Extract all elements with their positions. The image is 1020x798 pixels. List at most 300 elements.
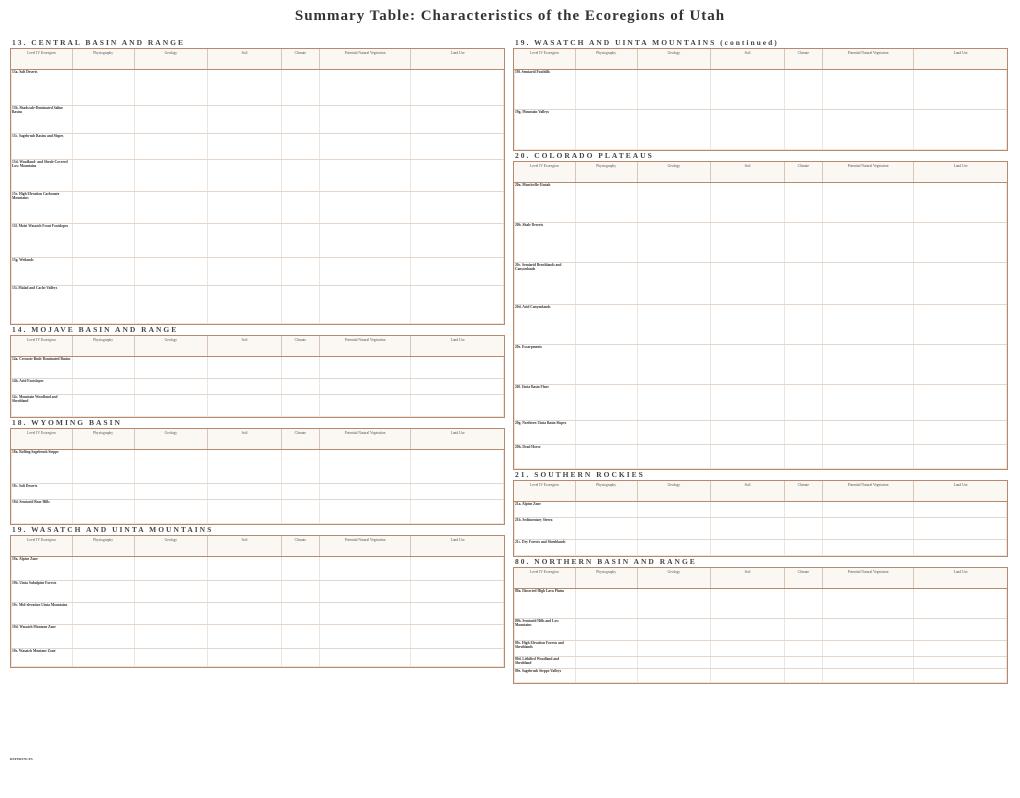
column-header: Soil bbox=[711, 481, 785, 501]
column-header: Potential Natural Vegetation bbox=[823, 162, 915, 182]
table-cell bbox=[576, 657, 638, 668]
table-cell bbox=[576, 641, 638, 656]
ecoregion-section bbox=[10, 325, 505, 418]
table-row bbox=[514, 669, 1007, 683]
table-cell bbox=[638, 385, 712, 420]
ecoregion-name: 18a. Rolling Sagebrush Steppe bbox=[11, 450, 73, 483]
table-cell bbox=[135, 450, 209, 483]
table-cell bbox=[576, 110, 638, 150]
table-row bbox=[11, 134, 504, 160]
table-cell bbox=[823, 263, 915, 304]
table-row bbox=[11, 581, 504, 603]
table-cell bbox=[73, 603, 135, 624]
table-cell bbox=[320, 603, 412, 624]
table-cell bbox=[135, 286, 209, 324]
table-cell bbox=[320, 224, 412, 257]
section-table bbox=[513, 48, 1008, 151]
ecoregion-name: 19b. Uinta Subalpine Forests bbox=[11, 581, 73, 602]
table-cell bbox=[914, 345, 1007, 384]
table-cell bbox=[73, 379, 135, 394]
table-cell bbox=[785, 110, 823, 150]
table-cell bbox=[411, 500, 504, 524]
table-cell bbox=[638, 502, 712, 517]
column-header: Soil bbox=[208, 336, 282, 356]
ecoregion-name: 20c. Semiarid Benchlands and Canyonlands bbox=[514, 263, 576, 304]
table-cell bbox=[282, 484, 320, 499]
table-cell bbox=[282, 450, 320, 483]
table-cell bbox=[576, 385, 638, 420]
table-cell bbox=[785, 223, 823, 262]
table-cell bbox=[711, 70, 785, 109]
table-header bbox=[11, 336, 504, 357]
table-cell bbox=[411, 286, 504, 324]
table-cell bbox=[320, 160, 412, 191]
table-cell bbox=[638, 518, 712, 539]
table-cell bbox=[785, 183, 823, 222]
table-cell bbox=[282, 581, 320, 602]
table-cell bbox=[638, 669, 712, 683]
table-cell bbox=[135, 625, 209, 648]
column-header: Level IV Ecoregion bbox=[11, 49, 73, 69]
table-cell bbox=[282, 379, 320, 394]
table-cell bbox=[208, 500, 282, 524]
ecoregion-section bbox=[513, 151, 1008, 470]
table-cell bbox=[576, 263, 638, 304]
table-cell bbox=[320, 258, 412, 285]
column-header: Level IV Ecoregion bbox=[514, 481, 576, 501]
table-cell bbox=[208, 484, 282, 499]
table-cell bbox=[638, 641, 712, 656]
table-cell bbox=[711, 669, 785, 683]
table-cell bbox=[282, 70, 320, 105]
ecoregion-name: 20g. Northern Uinta Basin Slopes bbox=[514, 421, 576, 444]
table-row bbox=[514, 70, 1007, 110]
table-cell bbox=[823, 345, 915, 384]
table-row bbox=[11, 557, 504, 581]
table-cell bbox=[208, 286, 282, 324]
column-header: Potential Natural Vegetation bbox=[320, 429, 412, 449]
table-cell bbox=[785, 305, 823, 344]
table-cell bbox=[914, 669, 1007, 683]
table-cell bbox=[320, 106, 412, 133]
table-cell bbox=[208, 557, 282, 580]
table-cell bbox=[785, 385, 823, 420]
table-cell bbox=[576, 223, 638, 262]
table-cell bbox=[823, 657, 915, 668]
table-cell bbox=[320, 395, 412, 417]
table-cell bbox=[208, 192, 282, 223]
column-header: Soil bbox=[208, 49, 282, 69]
column-header: Climate bbox=[282, 536, 320, 556]
column-header: Geology bbox=[638, 49, 712, 69]
table-cell bbox=[785, 263, 823, 304]
table-cell bbox=[823, 669, 915, 683]
table-cell bbox=[320, 134, 412, 159]
table-cell bbox=[135, 160, 209, 191]
column-header: Geology bbox=[638, 481, 712, 501]
table-cell bbox=[135, 357, 209, 378]
table-cell bbox=[73, 500, 135, 524]
table-row bbox=[11, 484, 504, 500]
table-cell bbox=[320, 581, 412, 602]
table-cell bbox=[823, 502, 915, 517]
table-cell bbox=[638, 305, 712, 344]
table-cell bbox=[711, 518, 785, 539]
table-cell bbox=[320, 625, 412, 648]
column-header: Physiography bbox=[576, 49, 638, 69]
table-cell bbox=[785, 619, 823, 640]
table-cell bbox=[411, 192, 504, 223]
table-row bbox=[11, 379, 504, 395]
table-cell bbox=[73, 286, 135, 324]
table-cell bbox=[785, 641, 823, 656]
table-header bbox=[514, 568, 1007, 589]
column-header: Land Use bbox=[450, 51, 465, 55]
column-header: Soil bbox=[208, 429, 282, 449]
table-row bbox=[11, 395, 504, 417]
table-cell bbox=[914, 223, 1007, 262]
table-cell bbox=[73, 134, 135, 159]
ecoregion-section bbox=[513, 557, 1008, 684]
table-cell bbox=[823, 445, 915, 469]
ecoregion-name: 18c. Salt Deserts bbox=[11, 484, 73, 499]
table-cell bbox=[73, 450, 135, 483]
column-header: Land Use bbox=[953, 164, 968, 168]
table-cell bbox=[320, 357, 412, 378]
ecoregion-name: 20a. Monticello-Uintah bbox=[514, 183, 576, 222]
table-cell bbox=[411, 450, 504, 483]
table-cell bbox=[282, 500, 320, 524]
table-cell bbox=[208, 160, 282, 191]
table-row bbox=[514, 657, 1007, 669]
table-cell bbox=[208, 70, 282, 105]
table-cell bbox=[282, 557, 320, 580]
table-cell bbox=[638, 183, 712, 222]
table-cell bbox=[282, 134, 320, 159]
column-header: Geology bbox=[135, 536, 209, 556]
ecoregion-name: 20e. Escarpments bbox=[514, 345, 576, 384]
column-header: Physiography bbox=[73, 336, 135, 356]
table-cell bbox=[785, 421, 823, 444]
column-header: Land Use bbox=[450, 538, 465, 542]
table-cell bbox=[135, 192, 209, 223]
table-header bbox=[11, 49, 504, 70]
table-row bbox=[11, 357, 504, 379]
table-cell bbox=[914, 110, 1007, 150]
column-header: Level IV Ecoregion bbox=[514, 162, 576, 182]
table-cell bbox=[914, 183, 1007, 222]
table-cell bbox=[411, 649, 504, 667]
table-cell bbox=[711, 421, 785, 444]
table-cell bbox=[320, 649, 412, 667]
column-header: Land Use bbox=[953, 570, 968, 574]
column-header: Level IV Ecoregion bbox=[11, 429, 73, 449]
table-cell bbox=[823, 421, 915, 444]
table-cell bbox=[320, 557, 412, 580]
table-cell bbox=[282, 603, 320, 624]
section-heading: 21. SOUTHERN ROCKIES bbox=[515, 470, 645, 479]
table-header bbox=[514, 162, 1007, 183]
table-cell bbox=[785, 540, 823, 556]
table-cell bbox=[208, 395, 282, 417]
ecoregion-name: 19a. Alpine Zone bbox=[11, 557, 73, 580]
ecoregion-section bbox=[10, 38, 505, 325]
section-heading: 20. COLORADO PLATEAUS bbox=[515, 151, 654, 160]
column-header: Soil bbox=[711, 568, 785, 588]
table-cell bbox=[823, 385, 915, 420]
table-cell bbox=[208, 603, 282, 624]
table-cell bbox=[411, 379, 504, 394]
table-cell bbox=[638, 619, 712, 640]
table-cell bbox=[914, 518, 1007, 539]
table-cell bbox=[638, 70, 712, 109]
table-row bbox=[514, 385, 1007, 421]
table-cell bbox=[638, 263, 712, 304]
column-header: Level IV Ecoregion bbox=[514, 568, 576, 588]
table-cell bbox=[638, 657, 712, 668]
table-cell bbox=[135, 134, 209, 159]
table-row bbox=[514, 518, 1007, 540]
section-heading: 19. WASATCH AND UINTA MOUNTAINS (continued) bbox=[515, 38, 779, 47]
table-row bbox=[11, 258, 504, 286]
table-cell bbox=[73, 70, 135, 105]
table-row bbox=[11, 450, 504, 484]
column-header: Potential Natural Vegetation bbox=[823, 481, 915, 501]
table-cell bbox=[411, 258, 504, 285]
table-cell bbox=[638, 110, 712, 150]
table-header bbox=[11, 429, 504, 450]
table-cell bbox=[73, 106, 135, 133]
table-cell bbox=[638, 540, 712, 556]
table-row bbox=[11, 649, 504, 667]
table-cell bbox=[135, 106, 209, 133]
column-header: Physiography bbox=[73, 49, 135, 69]
table-cell bbox=[411, 357, 504, 378]
table-cell bbox=[576, 345, 638, 384]
column-header: Land Use bbox=[953, 483, 968, 487]
table-cell bbox=[135, 603, 209, 624]
column-header: Potential Natural Vegetation bbox=[320, 336, 412, 356]
column-header: Soil bbox=[208, 536, 282, 556]
table-cell bbox=[73, 581, 135, 602]
column-header: Climate bbox=[785, 481, 823, 501]
ecoregion-name: 19e. Wasatch Montane Zone bbox=[11, 649, 73, 667]
table-cell bbox=[711, 445, 785, 469]
ecoregion-name: 13b. Shadscale-Dominated Saline Basins bbox=[11, 106, 73, 133]
table-cell bbox=[823, 518, 915, 539]
column-header: Geology bbox=[638, 162, 712, 182]
page-title: Summary Table: Characteristics of the Ecoregions of Utah bbox=[294, 8, 726, 24]
table-cell bbox=[73, 484, 135, 499]
table-cell bbox=[411, 557, 504, 580]
table-cell bbox=[576, 183, 638, 222]
column-header: Physiography bbox=[73, 536, 135, 556]
column-header: Climate bbox=[282, 49, 320, 69]
table-header bbox=[11, 536, 504, 557]
table-cell bbox=[576, 502, 638, 517]
table-cell bbox=[914, 540, 1007, 556]
table-cell bbox=[73, 160, 135, 191]
table-cell bbox=[823, 619, 915, 640]
table-cell bbox=[576, 421, 638, 444]
ecoregion-name: 18d. Semiarid Bear Hills bbox=[11, 500, 73, 524]
table-cell bbox=[638, 223, 712, 262]
table-row bbox=[514, 305, 1007, 345]
column-header: Soil bbox=[711, 162, 785, 182]
table-cell bbox=[823, 305, 915, 344]
table-cell bbox=[785, 657, 823, 668]
table-cell bbox=[208, 625, 282, 648]
table-row bbox=[11, 192, 504, 224]
column-header: Geology bbox=[638, 568, 712, 588]
table-cell bbox=[785, 518, 823, 539]
table-cell bbox=[711, 110, 785, 150]
section-heading: 14. MOJAVE BASIN AND RANGE bbox=[12, 325, 179, 334]
table-cell bbox=[282, 192, 320, 223]
table-row bbox=[514, 589, 1007, 619]
column-header: Climate bbox=[785, 49, 823, 69]
table-row bbox=[11, 106, 504, 134]
ecoregion-name: 21c. Dry Forests and Shrublands bbox=[514, 540, 576, 556]
table-cell bbox=[282, 649, 320, 667]
section-table bbox=[10, 335, 505, 418]
table-cell bbox=[638, 445, 712, 469]
table-cell bbox=[576, 518, 638, 539]
table-cell bbox=[914, 421, 1007, 444]
table-cell bbox=[320, 286, 412, 324]
ecoregion-name: 80c. High Elevation Forests and Shrublands bbox=[514, 641, 576, 656]
table-cell bbox=[823, 70, 915, 109]
ecoregion-name: 80d. Lithified Woodland and Shrubland bbox=[514, 657, 576, 668]
table-cell bbox=[282, 106, 320, 133]
table-cell bbox=[320, 70, 412, 105]
ecoregion-name: 13a. Salt Deserts bbox=[11, 70, 73, 105]
table-cell bbox=[576, 669, 638, 683]
column-header: Potential Natural Vegetation bbox=[320, 49, 412, 69]
column-header: Climate bbox=[282, 429, 320, 449]
table-cell bbox=[711, 305, 785, 344]
column-header: Potential Natural Vegetation bbox=[823, 49, 915, 69]
table-cell bbox=[320, 450, 412, 483]
table-cell bbox=[785, 589, 823, 618]
table-cell bbox=[823, 540, 915, 556]
table-header bbox=[514, 481, 1007, 502]
table-cell bbox=[208, 581, 282, 602]
ecoregion-name: 14a. Creosote Bush-Dominated Basins bbox=[11, 357, 73, 378]
table-cell bbox=[282, 625, 320, 648]
table-cell bbox=[711, 641, 785, 656]
table-cell bbox=[208, 258, 282, 285]
column-header: Potential Natural Vegetation bbox=[320, 536, 412, 556]
table-cell bbox=[711, 619, 785, 640]
table-cell bbox=[411, 395, 504, 417]
table-row bbox=[11, 224, 504, 258]
table-cell bbox=[208, 106, 282, 133]
table-cell bbox=[135, 500, 209, 524]
table-cell bbox=[711, 540, 785, 556]
table-cell bbox=[73, 357, 135, 378]
table-row bbox=[514, 445, 1007, 469]
table-cell bbox=[914, 70, 1007, 109]
table-cell bbox=[73, 224, 135, 257]
table-row bbox=[11, 70, 504, 106]
table-cell bbox=[411, 160, 504, 191]
table-cell bbox=[208, 224, 282, 257]
table-cell bbox=[135, 557, 209, 580]
table-cell bbox=[711, 589, 785, 618]
right-column bbox=[513, 38, 1008, 684]
table-row bbox=[514, 223, 1007, 263]
table-cell bbox=[638, 345, 712, 384]
ecoregion-name: 20f. Uinta Basin Floor bbox=[514, 385, 576, 420]
ecoregion-name: 13i. Malad and Cache Valleys bbox=[11, 286, 73, 324]
column-header: Physiography bbox=[576, 481, 638, 501]
references-title: REFERENCES bbox=[10, 757, 33, 761]
table-cell bbox=[411, 625, 504, 648]
table-row bbox=[514, 345, 1007, 385]
table-cell bbox=[135, 379, 209, 394]
table-cell bbox=[208, 379, 282, 394]
column-header: Land Use bbox=[450, 431, 465, 435]
table-cell bbox=[785, 669, 823, 683]
table-cell bbox=[135, 224, 209, 257]
ecoregion-name: 13f. Moist Wasatch Front Footslopes bbox=[11, 224, 73, 257]
ecoregion-name: 19g. Mountain Valleys bbox=[514, 110, 576, 150]
ecoregion-section bbox=[513, 38, 1008, 151]
column-header: Level IV Ecoregion bbox=[11, 536, 73, 556]
table-row bbox=[11, 160, 504, 192]
table-cell bbox=[282, 286, 320, 324]
table-cell bbox=[411, 603, 504, 624]
table-cell bbox=[411, 106, 504, 133]
table-cell bbox=[208, 450, 282, 483]
table-cell bbox=[411, 581, 504, 602]
table-cell bbox=[320, 192, 412, 223]
section-heading: 19. WASATCH AND UINTA MOUNTAINS bbox=[12, 525, 214, 534]
section-table bbox=[513, 567, 1008, 684]
table-cell bbox=[914, 445, 1007, 469]
table-cell bbox=[208, 134, 282, 159]
table-cell bbox=[576, 540, 638, 556]
table-cell bbox=[135, 649, 209, 667]
table-cell bbox=[73, 557, 135, 580]
section-table bbox=[513, 161, 1008, 470]
ecoregion-name: 80a. Dissected High Lava Plains bbox=[514, 589, 576, 618]
table-cell bbox=[711, 223, 785, 262]
table-cell bbox=[135, 395, 209, 417]
table-cell bbox=[73, 192, 135, 223]
table-cell bbox=[282, 224, 320, 257]
table-cell bbox=[320, 484, 412, 499]
table-header bbox=[514, 49, 1007, 70]
ecoregion-name: 13d. Woodland- and Shrub-Covered Low Mountains bbox=[11, 160, 73, 191]
table-cell bbox=[711, 657, 785, 668]
left-column bbox=[10, 38, 505, 668]
table-row bbox=[11, 286, 504, 324]
table-cell bbox=[823, 641, 915, 656]
column-header: Geology bbox=[135, 336, 209, 356]
table-cell bbox=[914, 641, 1007, 656]
table-cell bbox=[576, 305, 638, 344]
column-header: Physiography bbox=[576, 568, 638, 588]
table-cell bbox=[711, 345, 785, 384]
ecoregion-name: 21b. Sedimentary Sierra bbox=[514, 518, 576, 539]
ecoregion-name: 13g. Wetlands bbox=[11, 258, 73, 285]
ecoregion-name: 20d. Arid Canyonlands bbox=[514, 305, 576, 344]
ecoregion-name: 13c. Sagebrush Basins and Slopes bbox=[11, 134, 73, 159]
ecoregion-name: 14c. Mountain Woodland and Shrubland bbox=[11, 395, 73, 417]
column-header: Geology bbox=[135, 429, 209, 449]
